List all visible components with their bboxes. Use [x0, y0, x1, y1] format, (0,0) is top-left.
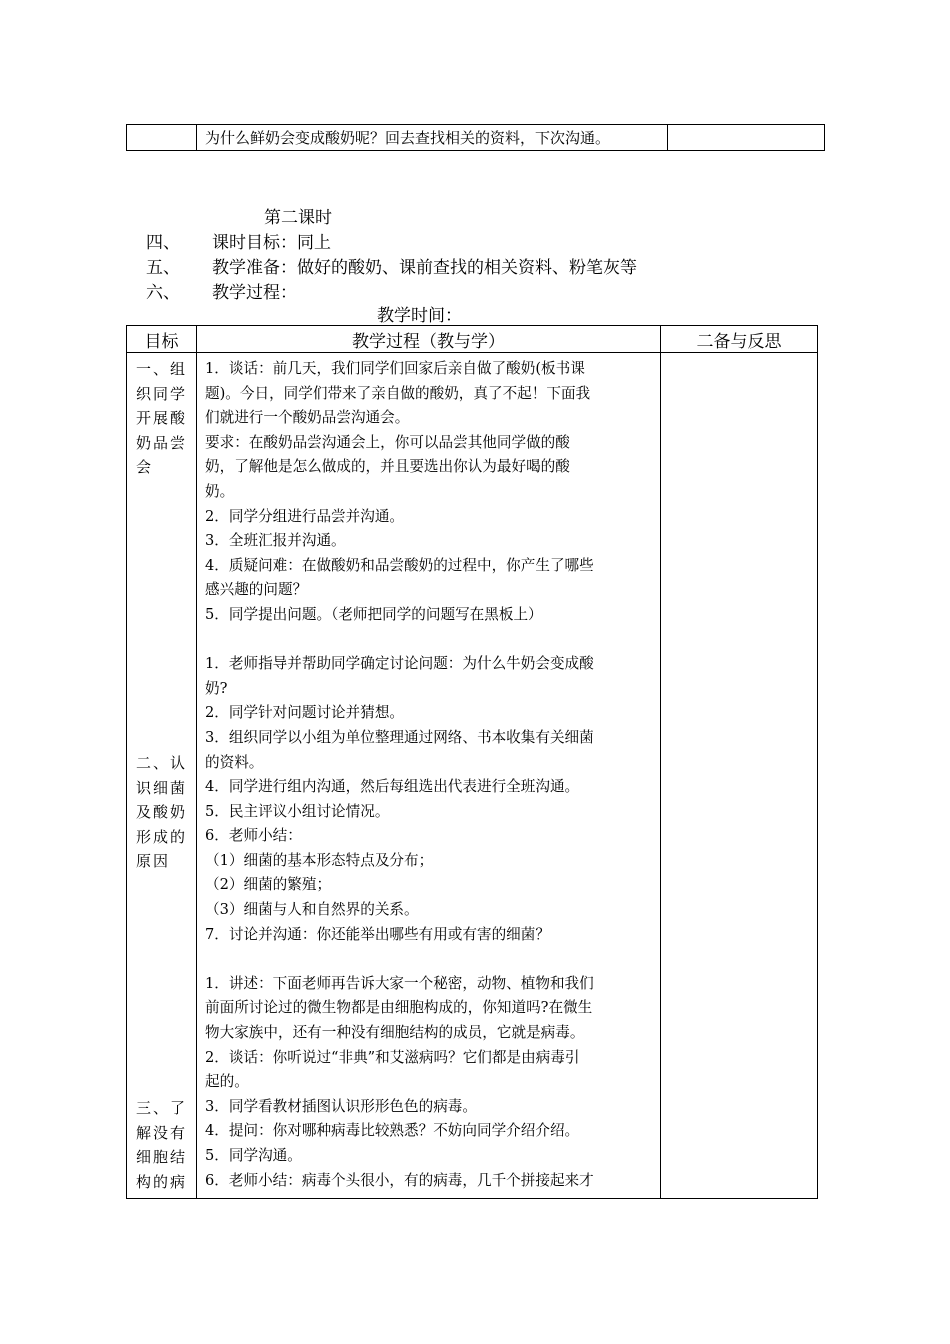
process-line: 6．老师小结：病毒个头很小，有的病毒，几千个拼接起来才 — [205, 1171, 594, 1189]
header-goal: 目标 — [127, 326, 197, 353]
lesson-plan-table — [126, 325, 818, 1199]
teaching-time-label: 教学时间： — [377, 306, 462, 326]
process-line: 起的。 — [205, 1073, 249, 1091]
process-line: 4．提问：你对哪种病毒比较熟悉？不妨向同学介绍介绍。 — [205, 1122, 580, 1140]
goal-2: 二、认识细菌及酸奶形成的原因 — [136, 754, 188, 871]
process-line: 1．讲述：下面老师再告诉大家一个秘密，动物、植物和我们 — [205, 974, 594, 992]
item-number: 六、 — [146, 283, 180, 303]
process-line: 5．民主评议小组讨论情况。 — [205, 802, 390, 820]
process-line: 3．同学看教材插图认识形形色色的病毒。 — [205, 1097, 477, 1115]
process-line: 奶? — [205, 679, 228, 697]
goal-column — [127, 353, 197, 1199]
process-line: 2．同学分组进行品尝并沟通。 — [205, 507, 405, 525]
process-line: 6．老师小结： — [205, 827, 302, 845]
process-line: 4．质疑问难：在做酸奶和品尝酸奶的过程中，你产生了哪些 — [205, 556, 594, 574]
item-text: 教学过程： — [212, 283, 297, 303]
header-process: 教学过程（教与学） — [197, 326, 661, 353]
table-row — [127, 353, 818, 1199]
process-line: 奶，了解他是怎么做成的，并且要选出你认为最好喝的酸 — [205, 458, 570, 476]
process-line: 1．谈话：前几天，我们同学们回家后亲自做了酸奶(板书课 — [205, 360, 585, 377]
process-line: 物大家族中，还有一种没有细胞结构的成员，它就是病毒。 — [205, 1024, 585, 1042]
process-line: 4．同学进行组内沟通，然后每组选出代表进行全班沟通。 — [205, 778, 580, 796]
table-row — [127, 125, 825, 151]
reflection-column — [661, 353, 818, 1199]
process-line: （3）细菌与人和自然界的关系。 — [205, 901, 419, 919]
process-line: 7．讨论并沟通：你还能举出哪些有用或有害的细菌？ — [205, 925, 550, 943]
process-line: 的资料。 — [205, 753, 264, 771]
lesson-title: 第二课时 — [264, 208, 332, 228]
table-header-row — [127, 326, 818, 353]
process-line: 要求：在酸奶品尝沟通会上，你可以品尝其他同学做的酸 — [205, 433, 570, 451]
process-line: 5．同学沟通。 — [205, 1147, 302, 1164]
previous-lesson-table — [126, 124, 825, 151]
process-line: 3．组织同学以小组为单位整理通过网络、书本收集有关细菌 — [205, 728, 594, 746]
item-text: 课时目标：同上 — [212, 233, 331, 253]
item-text: 教学准备：做好的酸奶、课前查找的相关资料、粉笔灰等 — [212, 258, 637, 278]
process-cell: 为什么鲜奶会变成酸奶呢？回去查找相关的资料，下次沟通。 — [197, 125, 668, 151]
process-line: 们就进行一个酸奶品尝沟通会。 — [205, 409, 410, 427]
process-line: 奶。 — [205, 482, 235, 500]
process-line: 2．同学针对问题讨论并猜想。 — [205, 704, 405, 722]
process-line: 感兴趣的问题？ — [205, 581, 308, 599]
goal-1: 一、组织同学开展酸奶品尝会 — [136, 360, 188, 477]
process-line: （1）细菌的基本形态特点及分布； — [205, 851, 434, 869]
process-line: 1．老师指导并帮助同学确定讨论问题：为什么牛奶会变成酸 — [205, 655, 594, 673]
process-line: 题)。今日，同学们带来了亲自做的酸奶，真了不起！下面我 — [205, 384, 591, 402]
process-line: 前面所讨论过的微生物都是由细胞构成的，你知道吗?在微生 — [205, 999, 593, 1017]
process-line: 2．谈话：你听说过“非典”和艾滋病吗？它们都是由病毒引 — [205, 1048, 580, 1066]
reflection-cell-empty — [668, 125, 825, 151]
header-reflection: 二备与反思 — [661, 326, 818, 353]
item-number: 五、 — [146, 258, 180, 278]
process-line: 3．全班汇报并沟通。 — [205, 532, 346, 550]
item-number: 四、 — [146, 233, 180, 253]
goal-3: 三、了解没有细胞结构的病 — [136, 1099, 188, 1191]
spacer — [205, 947, 660, 972]
process-text — [197, 353, 660, 1193]
process-column — [197, 353, 661, 1199]
process-line: （2）细菌的繁殖； — [205, 876, 332, 894]
process-line: 5．同学提出问题。（老师把同学的问题写在黑板上） — [205, 605, 543, 623]
spacer — [205, 628, 660, 653]
goal-cell-empty — [127, 125, 197, 151]
